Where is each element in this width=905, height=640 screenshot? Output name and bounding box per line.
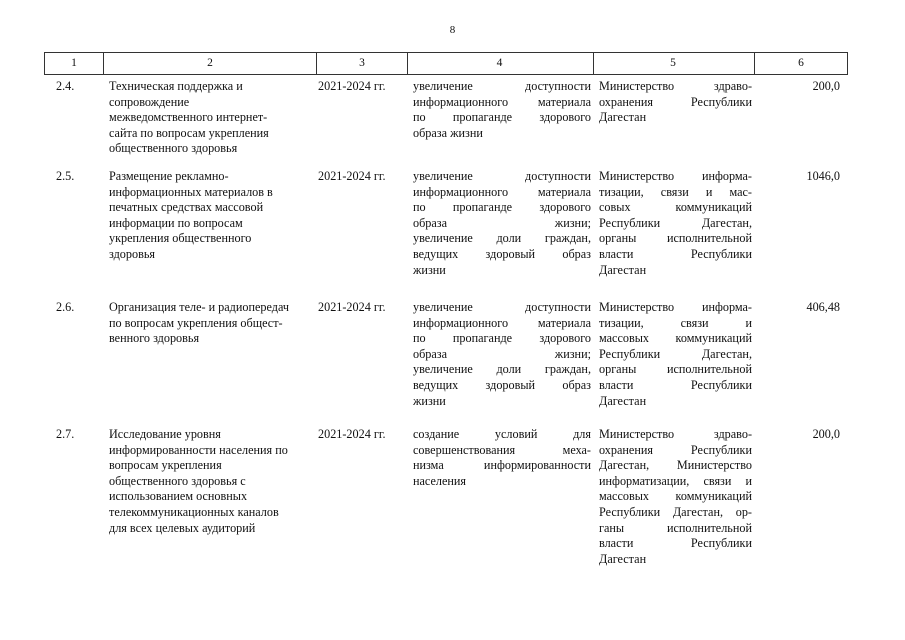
text-line: Дагестан xyxy=(599,551,647,566)
text-line: органы исполнительной xyxy=(599,362,752,377)
column-header-1: 1 xyxy=(44,53,103,74)
result-cell xyxy=(407,300,593,409)
text-line: Дагестан, Министерство xyxy=(599,458,752,473)
result-cell xyxy=(407,79,593,157)
table-header-row xyxy=(44,52,848,75)
text-line: Размещение рекламно- xyxy=(109,169,229,183)
text-line: охранения Республики xyxy=(599,442,752,457)
text-line: Республики Дагестан, xyxy=(599,346,752,361)
text-line: Республики Дагестан, ор- xyxy=(599,504,752,519)
text-line: сайта по вопросам укрепления xyxy=(109,125,269,140)
text-line: Техническая поддержка и xyxy=(109,79,243,93)
column-header-3: 3 xyxy=(316,53,407,74)
text-line: информированности населения по xyxy=(109,442,288,457)
executor-cell xyxy=(593,169,754,278)
text-line: совершенствования меха- xyxy=(413,442,591,457)
column-header-5: 5 xyxy=(593,53,754,74)
amount-cell: 406,48 xyxy=(806,300,840,314)
text-line: печатных средствах массовой xyxy=(109,200,264,215)
table-row xyxy=(44,169,848,278)
text-line: Министерство здраво- xyxy=(599,427,752,441)
text-line: ведущих здоровый образ xyxy=(413,377,591,392)
text-line: информационного материала xyxy=(413,94,591,109)
text-line: совых коммуникаций xyxy=(599,200,752,215)
text-line: общественного здоровья xyxy=(109,141,238,156)
row-number: 2.6. xyxy=(56,300,75,314)
text-line: органы исполнительной xyxy=(599,231,752,246)
period-cell: 2021-2024 гг. xyxy=(318,427,386,441)
text-line: увеличение доступности xyxy=(413,79,591,93)
text-line: информационного материала xyxy=(413,184,591,199)
text-line: увеличение доступности xyxy=(413,300,591,314)
text-line: Министерство здраво- xyxy=(599,79,752,93)
text-line: сопровождение xyxy=(109,94,190,109)
text-line: образа жизни; xyxy=(413,346,591,361)
text-line: по пропаганде здорового xyxy=(413,331,591,346)
amount-cell: 200,0 xyxy=(812,427,840,441)
activity-cell xyxy=(103,427,316,567)
activity-cell xyxy=(103,79,316,157)
measures-table xyxy=(44,52,848,566)
text-line: здоровья xyxy=(109,246,155,261)
period-cell: 2021-2024 гг. xyxy=(318,79,386,93)
text-line: жизни xyxy=(413,393,446,408)
period-cell: 2021-2024 гг. xyxy=(318,300,386,314)
table-row xyxy=(44,79,848,157)
page-number: 8 xyxy=(449,24,456,36)
text-line: населения xyxy=(413,473,467,488)
text-line: Организация теле- и радиопередач xyxy=(109,300,290,314)
text-line: Исследование уровня xyxy=(109,427,221,441)
text-line: Дагестан xyxy=(599,393,647,408)
executor-cell xyxy=(593,427,754,567)
row-number: 2.5. xyxy=(56,169,75,183)
text-line: образа жизни xyxy=(413,125,483,140)
text-line: для всех целевых аудиторий xyxy=(109,520,256,535)
text-line: образа жизни; xyxy=(413,215,591,230)
table-row xyxy=(44,300,848,409)
text-line: массовых коммуникаций xyxy=(599,489,752,504)
result-cell xyxy=(407,169,593,278)
text-line: информационного материала xyxy=(413,315,591,330)
text-line: телекоммуникационных каналов xyxy=(109,504,279,519)
row-number: 2.7. xyxy=(56,427,75,441)
text-line: укрепления общественного xyxy=(109,231,252,246)
text-line: охранения Республики xyxy=(599,94,752,109)
table-row xyxy=(44,427,848,567)
text-line: Министерство информа- xyxy=(599,169,752,183)
executor-cell xyxy=(593,79,754,157)
text-line: увеличение доли граждан, xyxy=(413,231,591,246)
text-line: использованием основных xyxy=(109,489,248,504)
text-line: венного здоровья xyxy=(109,331,200,346)
activity-cell xyxy=(103,300,316,409)
text-line: жизни xyxy=(413,262,446,277)
period-cell: 2021-2024 гг. xyxy=(318,169,386,183)
text-line: власти Республики xyxy=(599,536,752,551)
text-line: тизации, связи и xyxy=(599,315,752,330)
text-line: по пропаганде здорового xyxy=(413,200,591,215)
text-line: информации по вопросам xyxy=(109,215,243,230)
text-line: низма информированности xyxy=(413,458,591,473)
text-line: Дагестан xyxy=(599,110,647,125)
text-line: по пропаганде здорового xyxy=(413,110,591,125)
amount-cell: 200,0 xyxy=(812,79,840,93)
result-cell xyxy=(407,427,593,567)
text-line: увеличение доли граждан, xyxy=(413,362,591,377)
executor-cell xyxy=(593,300,754,409)
text-line: ганы исполнительной xyxy=(599,520,752,535)
text-line: тизации, связи и мас- xyxy=(599,184,752,199)
text-line: Министерство информа- xyxy=(599,300,752,314)
column-header-6: 6 xyxy=(754,53,848,74)
text-line: Дагестан xyxy=(599,262,647,277)
text-line: Республики Дагестан, xyxy=(599,215,752,230)
activity-cell xyxy=(103,169,316,278)
text-line: информационных материалов в xyxy=(109,184,273,199)
text-line: вопросам укрепления xyxy=(109,458,222,473)
text-line: по вопросам укрепления общест- xyxy=(109,315,283,330)
text-line: информатизации, связи и xyxy=(599,473,752,488)
text-line: власти Республики xyxy=(599,377,752,392)
column-header-2: 2 xyxy=(103,53,316,74)
column-header-4: 4 xyxy=(407,53,593,74)
text-line: межведомственного интернет- xyxy=(109,110,268,125)
text-line: увеличение доступности xyxy=(413,169,591,183)
text-line: ведущих здоровый образ xyxy=(413,246,591,261)
text-line: создание условий для xyxy=(413,427,591,441)
row-number: 2.4. xyxy=(56,79,75,93)
text-line: массовых коммуникаций xyxy=(599,331,752,346)
amount-cell: 1046,0 xyxy=(806,169,840,183)
text-line: общественного здоровья с xyxy=(109,473,246,488)
text-line: власти Республики xyxy=(599,246,752,261)
